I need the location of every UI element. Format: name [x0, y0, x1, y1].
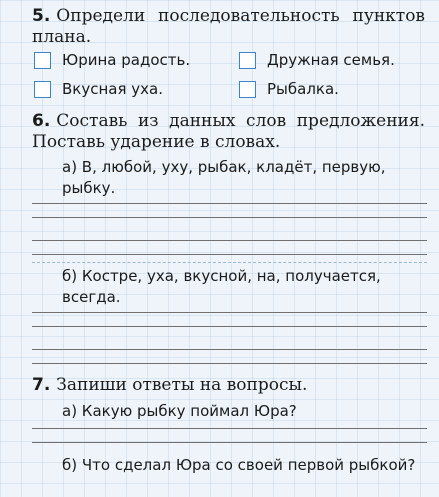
answer-line-6b-2[interactable] — [32, 326, 427, 327]
task-7a-prompt — [32, 401, 425, 422]
plan-item-4-label: Рыбалка. — [267, 80, 339, 98]
plan-item-3-label: Дружная семья. — [267, 51, 395, 69]
section-divider — [32, 262, 427, 263]
answer-line-6a-3[interactable] — [32, 240, 427, 241]
plan-item-2-label: Вкусная уха. — [62, 80, 163, 98]
task-7b-text: б) Что сделал Юра со своей первой рыбкой? — [62, 456, 416, 474]
task-7-number: 7. — [32, 375, 51, 395]
answer-line-6a-1[interactable] — [32, 203, 427, 204]
plan-item-1[interactable] — [34, 50, 190, 70]
answer-line-7a-1[interactable] — [32, 428, 427, 429]
answer-line-6b-1[interactable] — [32, 312, 427, 313]
checkbox-plan-1[interactable] — [34, 52, 51, 69]
plan-item-2[interactable] — [34, 79, 163, 99]
answer-line-6b-3[interactable] — [32, 349, 427, 350]
task-5-number: 5. — [32, 6, 51, 26]
task-7a-text: а) Какую рыбку поймал Юра? — [62, 402, 297, 420]
task-7-title: Запиши ответы на вопросы. — [56, 375, 308, 395]
task-6b-text: б) Костре, уха, вкусной, на, получается, всегда. — [62, 267, 381, 306]
answer-line-6a-2[interactable] — [32, 217, 427, 218]
answer-line-7a-2[interactable] — [32, 442, 427, 443]
task-6-title: Составь из данных слов предложения. Поставь ударение в словах. — [32, 111, 425, 152]
task-7b-prompt — [32, 455, 425, 476]
task-7-heading — [32, 375, 425, 396]
checkbox-plan-4[interactable] — [239, 81, 256, 98]
task-5-heading — [32, 6, 425, 48]
plan-item-4[interactable] — [239, 79, 339, 99]
task-6b-prompt — [32, 266, 425, 308]
answer-line-6a-4[interactable] — [32, 254, 427, 255]
task-6a-prompt — [32, 157, 425, 199]
answer-line-6b-4[interactable] — [32, 363, 427, 364]
checkbox-plan-3[interactable] — [239, 52, 256, 69]
plan-item-3[interactable] — [239, 50, 395, 70]
checkbox-plan-2[interactable] — [34, 81, 51, 98]
task-6-number: 6. — [32, 111, 51, 131]
task-6-heading — [32, 111, 425, 153]
task-6a-text: а) В, любой, уху, рыбак, кладёт, первую, рыбку. — [62, 158, 386, 197]
task-5-title: Определи последовательность пунктов плана. — [32, 6, 425, 47]
plan-item-1-label: Юрина радость. — [62, 51, 191, 69]
